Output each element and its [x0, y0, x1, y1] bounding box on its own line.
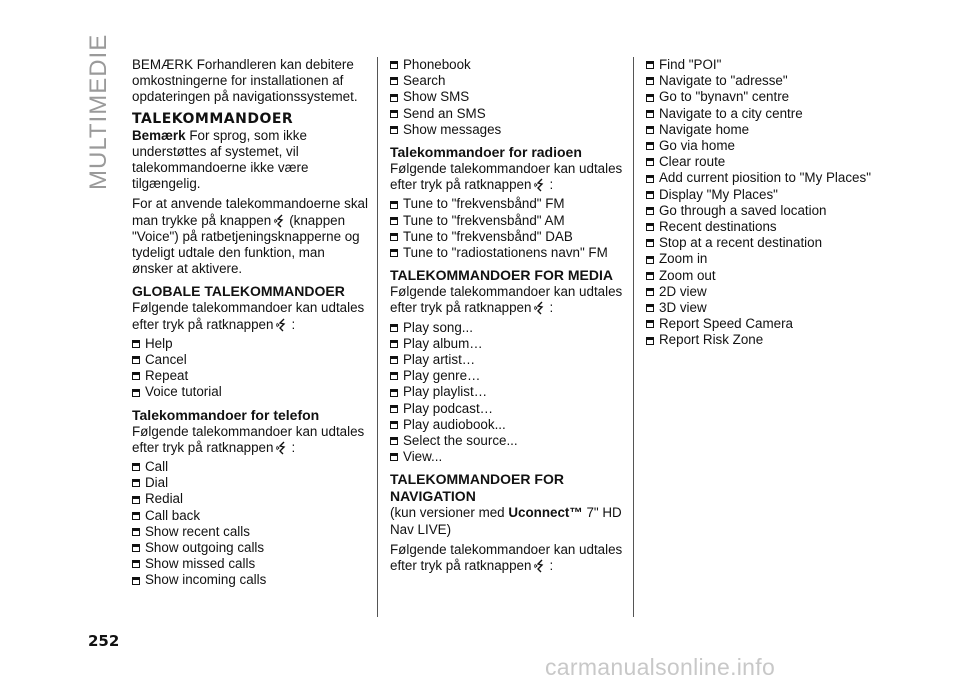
list-item: Stop at a recent destination: [646, 235, 886, 251]
bullet-icon: [132, 544, 140, 552]
global-command-list: [132, 336, 368, 401]
note-text: For sprog, som ikke understøttes af systemet, vil talekommandoerne ikke være tilgængelig.: [132, 127, 309, 192]
list-item: Repeat: [132, 368, 368, 384]
voice-button-icon: [275, 318, 289, 332]
bullet-icon: [646, 272, 654, 280]
list-item: Call back: [132, 508, 368, 524]
list-item: Play artist…: [390, 352, 630, 368]
bullet-icon: [646, 61, 654, 69]
column-divider: [377, 57, 378, 617]
note-paragraph: [132, 128, 368, 193]
list-item: Select the source...: [390, 433, 630, 449]
bullet-icon: [646, 77, 654, 85]
heading-voice-commands: TALEKOMMANDOER: [132, 110, 294, 127]
heading-radio: Talekommandoer for radioen: [390, 144, 582, 161]
bullet-icon: [132, 340, 140, 348]
list-item: Go via home: [646, 138, 886, 154]
nav-version-note: (kun versioner med Uconnect™ 7" HD Nav LIVE): [390, 505, 622, 537]
voice-button-icon: [533, 178, 547, 192]
bullet-icon: [646, 94, 654, 102]
list-item: Play album…: [390, 336, 630, 352]
bullet-icon: [390, 356, 398, 364]
list-item: Show incoming calls: [132, 572, 368, 588]
list-item: Tune to "frekvensbånd" DAB: [390, 229, 630, 245]
bullet-icon: [390, 126, 398, 134]
nav-command-list: [646, 57, 886, 349]
list-item: Help: [132, 336, 368, 352]
list-item: Report Risk Zone: [646, 332, 886, 348]
bullet-icon: [390, 77, 398, 85]
radio-command-list: [390, 196, 630, 261]
bullet-icon: [390, 389, 398, 397]
list-item: Add current piosition to "My Places": [646, 170, 886, 186]
list-item: Play song...: [390, 320, 630, 336]
heading-media: TALEKOMMANDOER FOR MEDIA: [390, 267, 613, 284]
intro-text: BEMÆRK Forhandleren kan debitere omkostningerne for installationen af opdateringen på navigationssystemet.: [132, 57, 358, 105]
list-item: Zoom out: [646, 268, 886, 284]
bullet-icon: [132, 389, 140, 397]
list-item: Tune to "frekvensbånd" AM: [390, 213, 630, 229]
voice-button-icon: [533, 301, 547, 315]
bullet-icon: [390, 249, 398, 257]
list-item: Play podcast…: [390, 401, 630, 417]
list-item: Find "POI": [646, 57, 886, 73]
bullet-icon: [646, 223, 654, 231]
bullet-icon: [646, 337, 654, 345]
usage-paragraph: [132, 196, 368, 277]
bullet-icon: [646, 175, 654, 183]
page-number: 252: [88, 632, 120, 650]
bullet-icon: [646, 126, 654, 134]
list-item: Report Speed Camera: [646, 316, 886, 332]
list-item: Play playlist…: [390, 384, 630, 400]
note-label: Bemærk: [132, 127, 186, 143]
bullet-icon: [390, 233, 398, 241]
list-item: Show messages: [390, 122, 630, 138]
media-intro: Følgende talekommandoer kan udtales efter tryk på ratknappen :: [390, 284, 623, 316]
phone-intro: Følgende talekommandoer kan udtales efter tryk på ratknappen :: [132, 423, 365, 455]
voice-button-icon: [275, 441, 289, 455]
list-item: Play genre…: [390, 368, 630, 384]
bullet-icon: [646, 158, 654, 166]
bullet-icon: [646, 304, 654, 312]
list-item: Show SMS: [390, 89, 630, 105]
list-item: Call: [132, 459, 368, 475]
list-item: Dial: [132, 475, 368, 491]
section-label: MULTIMEDIE: [85, 33, 112, 190]
heading-global: GLOBALE TALEKOMMANDOER: [132, 283, 345, 300]
list-item: Phonebook: [390, 57, 630, 73]
bullet-icon: [390, 217, 398, 225]
list-item: Redial: [132, 491, 368, 507]
bullet-icon: [646, 142, 654, 150]
list-item: Recent destinations: [646, 219, 886, 235]
bullet-icon: [646, 239, 654, 247]
bullet-icon: [132, 560, 140, 568]
bullet-icon: [390, 372, 398, 380]
bullet-icon: [390, 453, 398, 461]
bullet-icon: [132, 512, 140, 520]
usage-text-b: (knappen "Voice") på ratbetjeningsknapperne og tydeligt udtale den funktion, man ønsker at aktivere.: [132, 212, 360, 277]
bullet-icon: [390, 94, 398, 102]
bullet-icon: [390, 340, 398, 348]
bullet-icon: [646, 191, 654, 199]
bullet-icon: [646, 320, 654, 328]
bullet-icon: [646, 207, 654, 215]
bullet-icon: [390, 61, 398, 69]
column-divider: [633, 57, 634, 617]
list-item: Search: [390, 73, 630, 89]
bullet-icon: [132, 372, 140, 380]
bullet-icon: [390, 437, 398, 445]
list-item: Go through a saved location: [646, 203, 886, 219]
bullet-icon: [132, 356, 140, 364]
phone-command-list: [132, 459, 368, 589]
list-item: Go to "bynavn" centre: [646, 89, 886, 105]
radio-intro: Følgende talekommandoer kan udtales efter tryk på ratknappen :: [390, 161, 623, 193]
list-item: Clear route: [646, 154, 886, 170]
voice-button-icon: [273, 214, 287, 228]
bullet-icon: [390, 201, 398, 209]
bullet-icon: [390, 405, 398, 413]
phone-command-list-cont: [390, 57, 630, 138]
list-item: Tune to "frekvensbånd" FM: [390, 196, 630, 212]
bullet-icon: [646, 110, 654, 118]
list-item: Send an SMS: [390, 106, 630, 122]
list-item: Navigate home: [646, 122, 886, 138]
bullet-icon: [646, 288, 654, 296]
global-intro: Følgende talekommandoer kan udtales efter tryk på ratknappen :: [132, 300, 365, 332]
list-item: Play audiobook...: [390, 417, 630, 433]
bullet-icon: [132, 496, 140, 504]
list-item: Tune to "radiostationens navn" FM: [390, 245, 630, 261]
list-item: 3D view: [646, 300, 886, 316]
column-2: [390, 57, 630, 574]
bullet-icon: [132, 463, 140, 471]
column-1: [132, 57, 368, 593]
list-item: 2D view: [646, 284, 886, 300]
bullet-icon: [132, 577, 140, 585]
list-item: Show recent calls: [132, 524, 368, 540]
list-item: Show outgoing calls: [132, 540, 368, 556]
bullet-icon: [132, 479, 140, 487]
bullet-icon: [390, 324, 398, 332]
watermark: carmanualsonline.info: [545, 654, 776, 680]
heading-phone: Talekommandoer for telefon: [132, 406, 320, 423]
list-item: Cancel: [132, 352, 368, 368]
list-item: Show missed calls: [132, 556, 368, 572]
bullet-icon: [132, 528, 140, 536]
list-item: Navigate to "adresse": [646, 73, 886, 89]
list-item: Voice tutorial: [132, 384, 368, 400]
bullet-icon: [390, 110, 398, 118]
list-item: Display "My Places": [646, 187, 886, 203]
bullet-icon: [390, 421, 398, 429]
column-3: [646, 57, 886, 353]
nav-intro: Følgende talekommandoer kan udtales efter tryk på ratknappen :: [390, 541, 623, 574]
usage-text-a: For at anvende talekommandoerne skal man trykke på knappen: [132, 196, 368, 228]
list-item: Zoom in: [646, 251, 886, 267]
heading-navigation: TALEKOMMANDOER FOR NAVIGATION: [390, 471, 564, 505]
media-command-list: [390, 320, 630, 466]
bullet-icon: [646, 256, 654, 264]
list-item: Navigate to a city centre: [646, 106, 886, 122]
voice-button-icon: [533, 559, 547, 573]
list-item: View...: [390, 449, 630, 465]
